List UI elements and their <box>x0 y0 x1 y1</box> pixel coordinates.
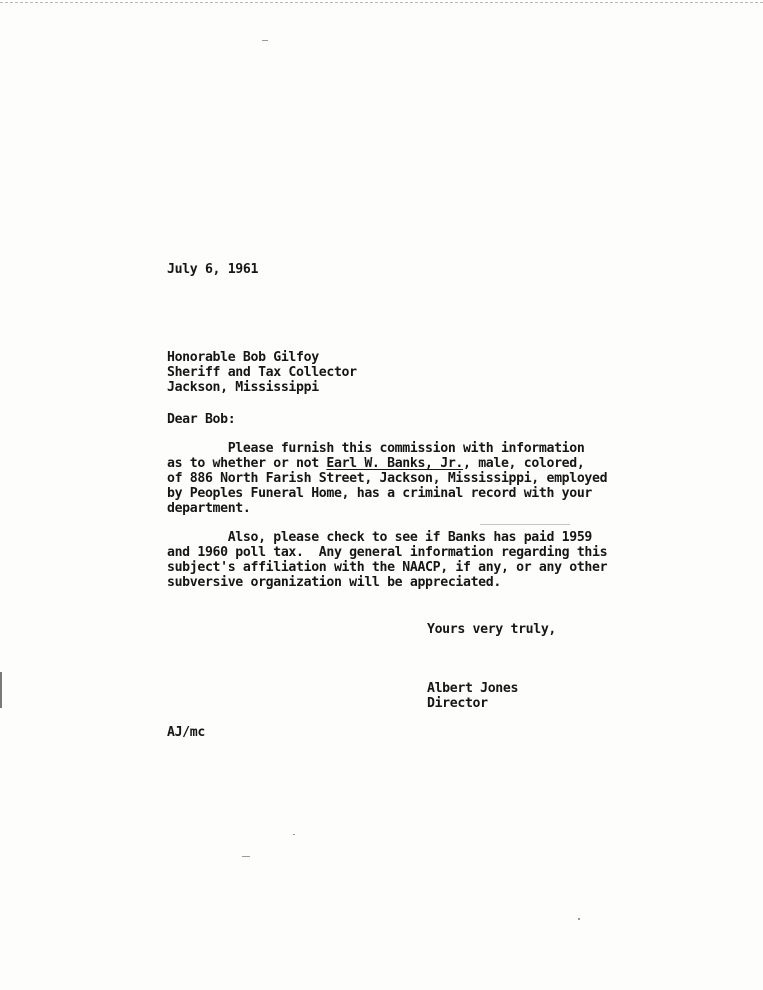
recipient-city: Jackson, Mississippi <box>167 380 319 395</box>
paragraph2-line2: and 1960 poll tax. Any general information regarding this <box>167 545 608 560</box>
scan-speck <box>578 918 580 920</box>
letter-date: July 6, 1961 <box>167 262 259 277</box>
scan-edge-mark <box>0 672 2 708</box>
paragraph1-line2-pre: as to whether or not <box>167 456 327 471</box>
signature-title: Director <box>427 696 488 711</box>
top-edge-rule <box>0 2 763 3</box>
scan-speck <box>242 856 250 857</box>
subject-name: Earl W. Banks, Jr. <box>326 456 464 471</box>
typist-initials: AJ/mc <box>167 725 205 740</box>
scan-speck <box>262 40 268 41</box>
scan-smudge <box>480 524 570 525</box>
recipient-title: Sheriff and Tax Collector <box>167 365 357 380</box>
paragraph1-line5: department. <box>167 501 251 516</box>
paragraph1-line3: of 886 North Farish Street, Jackson, Mississippi, employed <box>167 471 608 486</box>
paragraph1-line2-post: , male, colored, <box>463 456 585 471</box>
paragraph2-line3: subject's affiliation with the NAACP, if any, or any other <box>167 560 608 575</box>
paragraph1-line1: Please furnish this commission with information <box>167 441 585 456</box>
paragraph1-line4: by Peoples Funeral Home, has a criminal record with your <box>167 486 593 501</box>
paragraph1-line2 <box>167 456 584 471</box>
scan-speck <box>293 834 295 835</box>
paragraph2-line1: Also, please check to see if Banks has paid 1959 <box>167 530 593 545</box>
salutation: Dear Bob: <box>167 412 236 427</box>
paragraph2-line4: subversive organization will be appreciated. <box>167 575 501 590</box>
recipient-name: Honorable Bob Gilfoy <box>167 350 319 365</box>
signature-name: Albert Jones <box>427 681 519 696</box>
closing: Yours very truly, <box>427 622 557 637</box>
